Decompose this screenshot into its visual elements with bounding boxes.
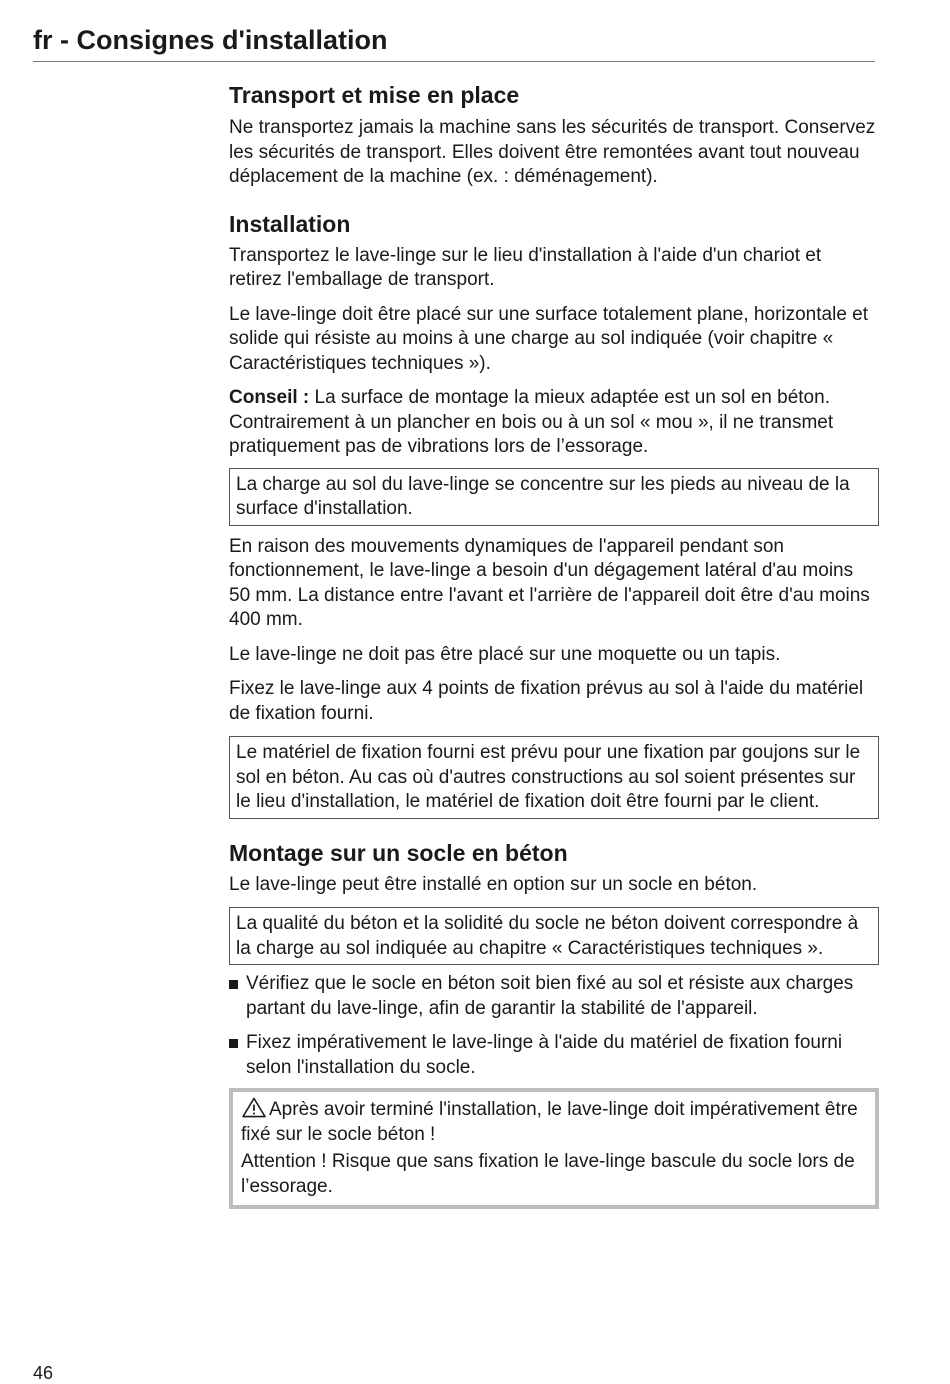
info-box-floor-load: La charge au sol du lave-linge se concentre sur les pieds au niveau de la surface d'installation. [229,468,879,526]
warning-text-1: Après avoir terminé l'installation, le lave-linge doit impérativement être fixé sur le socle béton ! [241,1099,858,1145]
list-item [229,1031,879,1080]
warning-line-1 [241,1097,867,1147]
socle-paragraph: Le lave-linge peut être installé en option sur un socle en béton. [229,873,758,895]
list-item-text: Fixez impérativement le lave-linge à l'aide du matériel de fixation fourni selon l'installation du socle. [246,1032,843,1078]
section-title-transport: Transport et mise en place [229,82,520,108]
tip-text: La surface de montage la mieux adaptée est un sol en béton. Contrairement à un plancher en bois ou à un sol « mou », il ne transmet pratiquement pas de vibrations lors de l’essorage. [229,387,834,457]
list-item-text: Vérifiez que le socle en béton soit bien fixé au sol et résiste aux charges partant du lave-linge, afin de garantir la stabilité de l'appareil. [246,973,854,1019]
tip-label: Conseil : [229,387,310,408]
warning-box [229,1088,879,1209]
installation-paragraph-4: Le lave-linge ne doit pas être placé sur une moquette ou un tapis. [229,643,781,665]
list-item [229,972,879,1021]
bullet-square-icon [229,972,246,1021]
section-title-installation: Installation [229,210,351,237]
main-content [229,80,879,1209]
bullet-square-icon [229,1031,246,1080]
installation-paragraph-3: En raison des mouvements dynamiques de l'appareil pendant son fonctionnement, le lave-linge a besoin d'un dégagement latéral d'au moins 50 mm. La distance entre l'avant et l'arrière de l'appareil doit être d'au moins 400 mm. [229,535,870,630]
installation-paragraph-2: Le lave-linge doit être placé sur une surface totalement plane, horizontale et solide qui résiste au moins à une charge au sol indiquée (voir chapitre « Caractéristiques techniques »). [229,303,869,374]
transport-paragraph: Ne transportez jamais la machine sans les sécurités de transport. Conservez les sécurités de transport. Elles doivent être remontées avant tout nouveau déplacement de la machine (ex. : déménagement). [229,117,876,187]
info-box-fixing-material: Le matériel de fixation fourni est prévu pour une fixation par goujons sur le sol en béton. Au cas où d'autres constructions au sol soient présentes sur le lieu d'installation, le matériel de fixation doit être fourni par le client. [229,736,879,819]
installation-tip [229,386,879,460]
warning-triangle-icon [241,1097,267,1118]
warning-line-2: Attention ! Risque que sans fixation le lave-linge bascule du socle lors de l’essorage. [241,1151,855,1197]
info-box-concrete-quality: La qualité du béton et la solidité du socle ne béton doivent correspondre à la charge au sol indiquée au chapitre « Caractéristiques techniques ». [229,907,879,965]
page-title: fr - Consignes d'installation [33,25,388,55]
installation-paragraph-1: Transportez le lave-linge sur le lieu d'installation à l'aide d'un chariot et retirez l'emballage de transport. [229,244,822,290]
page-header [33,22,875,62]
installation-paragraph-5: Fixez le lave-linge aux 4 points de fixation prévus au sol à l'aide du matériel de fixation fourni. [229,678,864,724]
page-number: 46 [33,1363,54,1383]
section-title-socle: Montage sur un socle en béton [229,839,568,866]
